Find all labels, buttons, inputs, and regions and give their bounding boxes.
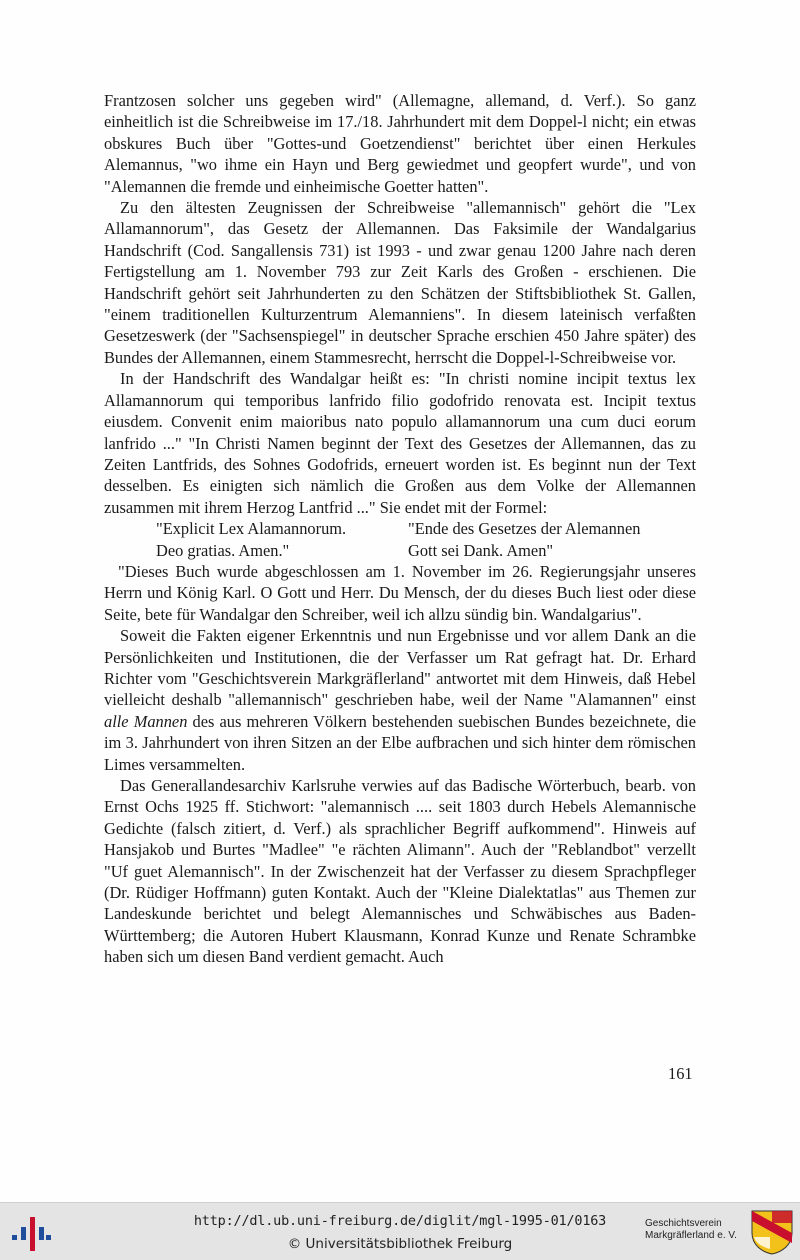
paragraph-5 (104, 625, 696, 775)
verein-line-2: Markgräflerland e. V. (645, 1230, 737, 1241)
body-text (104, 90, 696, 968)
verse-latin-2: Deo gratias. Amen." (156, 540, 290, 560)
verse-german-1: "Ende des Gesetzes der Alemannen (408, 519, 641, 539)
paragraph-1: Frantzosen solcher uns gegeben wird" (Allemagne, allemand, d. Verf.). So ganz einheitlich ist die Schreibweise im 17./18. Jahrhundert mit dem Doppel-l nicht; ein etwas obskures Buch über "Gottes-und Goetzendienst" berichtet über einen Herkules Alemannus, "wo ihme ein Hayn und Berg gewiedmet und geopfert wurde", und von "Alemannen die fremde und einheimische Goetter hatten". (104, 91, 696, 196)
verein-crest-icon (750, 1209, 794, 1255)
verein-name (645, 1218, 755, 1242)
paragraph-4: "Dieses Buch wurde abgeschlossen am 1. November im 26. Regierungsjahr unseres Herrn und König Karl. O Gott und Herr. Du Mensch, der du dieses Buch liest oder diese Seite, bete für Wandalgar den Schreiber, weil ich allzu sündig bin. Wandalgarius". (104, 561, 696, 624)
page-number: 161 (668, 1064, 693, 1083)
paragraph-5-italic: alle Mannen (104, 711, 188, 731)
document-url[interactable]: http://dl.ub.uni-freiburg.de/diglit/mgl-1995-01/0163 (193, 1213, 607, 1229)
copyright-notice: © Universitätsbibliothek Freiburg (287, 1236, 513, 1252)
latin-formula (156, 518, 696, 561)
verein-line-1: Geschichtsverein (645, 1218, 722, 1229)
verse-german-2: Gott sei Dank. Amen" (408, 540, 554, 560)
paragraph-5-part-1: Soweit die Fakten eigener Erkenntnis und nun Ergebnisse und vor allem Dank an die Persönlichkeiten und Institutionen, die der Verfasser um Rat gefragt hat. Dr. Erhard Richter vom "Geschichtsverein Markgräflerland" antwortet mit dem Hinweis, daß Hebel vielleicht deshalb "allemannisch" geschrieben habe, weil der Name "Alamannen" einst (104, 626, 696, 710)
verse-latin-1: "Explicit Lex Alamannorum. (156, 519, 347, 539)
paragraph-3: In der Handschrift des Wandalgar heißt es: "In christi nomine incipit textus lex Allamannorum qui temporibus lanfrido filio godofrido renovata est. Incipit textus eiusdem. Convenit enim maioribus nato populo allamannorum una cum duci eorum lanfrido ..." "In Christi Namen beginnt der Text des Gesetzes der Allemannen, das zu Zeiten Lantfrids, des Sohnes Godofrids, erneuert worden ist. Es beginnt nun der Text desselben. Es einigten sich nämlich die Großen aus dem Volke der Allemannen zusammen mit ihrem Herzog Lantfrid ..." Sie endet mit der Formel: (104, 369, 696, 517)
viewer-footer (0, 1202, 800, 1260)
paragraph-5-part-2: des aus mehreren Völkern bestehenden suebischen Bundes bezeichnete, die im 3. Jahrhundert von ihren Sitzen an der Elbe aufbrachen und sich hinter dem römischen Limes versammelten. (104, 711, 696, 774)
paragraph-6: Das Generallandesarchiv Karlsruhe verwies auf das Badische Wörterbuch, bearb. von Ernst Ochs 1925 ff. Stichwort: "alemannisch .... seit 1803 durch Hebels Alemannische Gedichte (falsch zitiert, d. Verf.) als sprachlicher Begriff aufkommend". Hinweis auf Hansjakob und Burtes "Madlee" "e rächten Alimann". Auch der "Reblandbot" verzellt "Uf guet Alemannisch". In der Zwischenzeit hat der Verfasser zu diesem Sprachpfleger (Dr. Rüdiger Hoffmann) guten Kontakt. Auch der "Kleine Dialektatlas" aus Themen zur Landeskunde berichtet und belegt Alemannisches und Schwäbisches aus Baden-Württemberg; die Autoren Hubert Klausmann, Konrad Kunze und Renate Schrambke haben sich um diesen Band verdient gemacht. Auch (104, 776, 696, 967)
paragraph-2: Zu den ältesten Zeugnissen der Schreibweise "allemannisch" gehört die "Lex Allamannorum", das Gesetz der Allemannen. Das Faksimile der Wandalgarius Handschrift (Cod. Sangallensis 731) ist 1993 - und zwar genau 1200 Jahre nach deren Fertigstellung am 1. November 793 zur Zeit Karls des Großen - erschienen. Die Handschrift gehört seit Jahrhunderten zu den Schätzen der Stiftsbibliothek St. Gallen, "einem traditionellen Kulturzentrum Alemanniens". In diesem lateinisch verfaßten Gesetzeswerk (der "Sachsenspiegel" in deutscher Sprache erschien 450 Jahre später) des Bundes der Allemannen, einem Stammesrecht, herrscht die Doppel-l-Schreibweise vor. (104, 198, 696, 367)
